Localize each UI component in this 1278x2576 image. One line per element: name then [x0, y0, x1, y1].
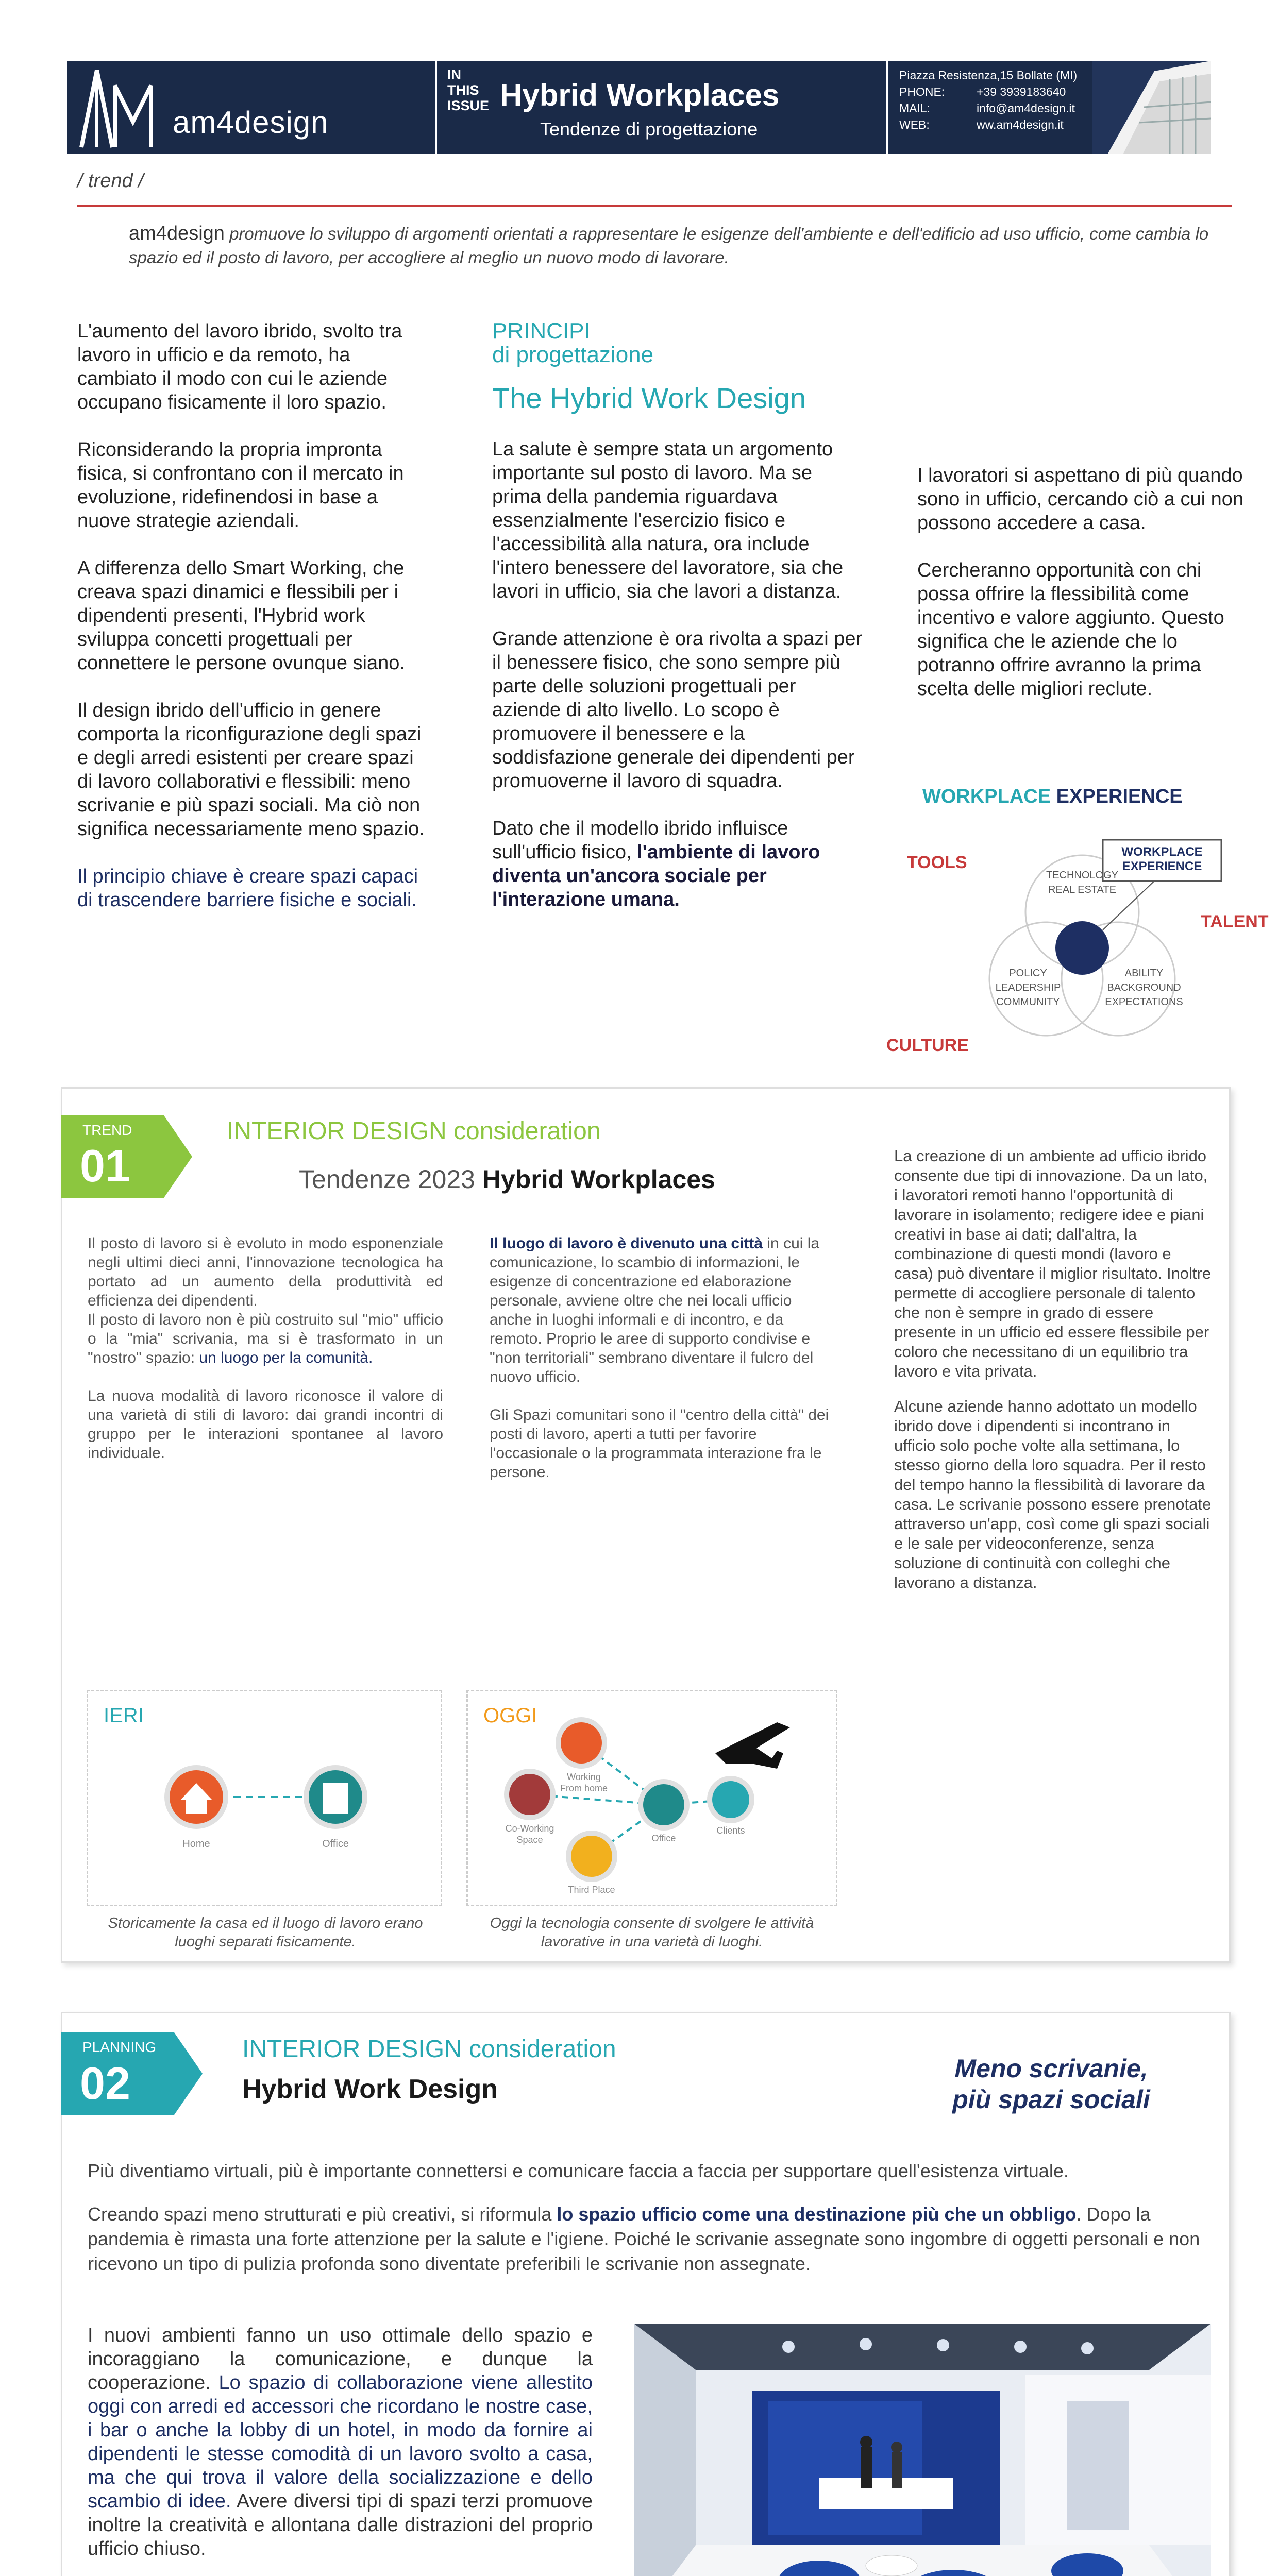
- caption: Oggi la tecnologia consente di svolgere le attività lavorative in una varietà di luoghi.: [490, 1915, 814, 1950]
- paragraph: A differenza dello Smart Working, che creava spazi dinamici e flessibili per i dipendenti presenti, l'Hybrid work sviluppa concetti progettuali per connettere le persone ovunque siano.: [77, 557, 405, 674]
- paragraph: Il design ibrido dell'ufficio in genere comporta la riconfigurazione degli spazi e degli arredi esistenti per creare spazi di lavoro collaborativi e flessibili: meno scrivanie e più spazi sociali. Ma ciò non significa necessariamente meno spazio.: [77, 700, 425, 840]
- key-principle: Il principio chiave è creare spazi capaci di trascendere barriere fisiche e sociali.: [77, 866, 418, 911]
- label-culture: CULTURE: [886, 1036, 969, 1055]
- venn-label: BACKGROUND: [1107, 982, 1181, 993]
- column-1: [77, 319, 433, 912]
- third-place-label: Third Place: [568, 1885, 615, 1895]
- intro-text: [129, 222, 1232, 269]
- paragraph: Il posto di lavoro si è evoluto in modo esponenziale negli ultimi dieci anni, l'innovazione tecnologica ha portato ad un aumento della produttività ed efficienza dei dipendenti.: [88, 1235, 443, 1309]
- paragraph: Cercheranno opportunità con chi possa offrire la flessibilità come incentivo e valore aggiunto. Questo significa che le aziende che lo potranno offrire avranno la prima scelta delle migliori reclute.: [917, 560, 1224, 700]
- badge-number: 02: [80, 2058, 130, 2109]
- label-ability: [1098, 966, 1190, 1009]
- brand-name: am4design: [173, 105, 329, 140]
- label-policy: [987, 966, 1069, 1009]
- trend-col-left: [88, 1234, 443, 1463]
- subheading-a: Tendenze 2023: [299, 1165, 482, 1194]
- mail-label: MAIL:: [899, 101, 931, 115]
- home-label: Home: [182, 1838, 210, 1850]
- box-line: EXPERIENCE: [1122, 859, 1202, 873]
- paragraph-text: Avere diversi tipi di spazi terzi promuove inoltre la creatività e allontana dalle distrazioni del proprio ufficio chiuso.: [88, 2490, 593, 2560]
- office-label: Office: [651, 1833, 676, 1843]
- paragraph: Più diventiamo virtuali, più è importante connettersi e comunicare faccia a faccia per supportare quell'esistenza virtuale.: [88, 2160, 1069, 2181]
- caption: Storicamente la casa ed il luogo di lavoro erano luoghi separati fisicamente.: [108, 1915, 423, 1950]
- am4-logo-icon: [76, 65, 154, 150]
- trend-col-middle: [490, 1234, 830, 1482]
- highlight: l'ambiente di lavoro diventa un'ancora sociale per l'interazione umana.: [492, 841, 820, 910]
- side-claim: [928, 2053, 1175, 2115]
- oggi-panel: [466, 1690, 837, 1906]
- column-3: [917, 464, 1247, 701]
- home-office-icon: [88, 1691, 444, 1908]
- venn-label: REAL ESTATE: [1048, 884, 1116, 895]
- node-label: Co-Working: [505, 1823, 554, 1834]
- divider: [435, 61, 437, 154]
- venn-label: TECHNOLOGY: [1046, 870, 1119, 881]
- contact-block: [899, 67, 1095, 133]
- ieri-panel: [87, 1690, 442, 1906]
- kicker: di progettazione: [492, 342, 654, 367]
- paragraph-text: in cui la comunicazione, lo scambio di informazioni, le esigenze di concentrazione ed elaborazione personale, avviene oltre che nei locali ufficio anche in luoghi informali e di incontro, e da remoto. Proprio le aree di supporto condivise e "non territoriali" sembrano diventare il fulcro del nuovo ufficio.: [490, 1235, 820, 1385]
- paragraph: [88, 2202, 1206, 2276]
- highlight: lo spazio ufficio come una destinazione più che un obbligo: [557, 2204, 1077, 2225]
- section-heading: INTERIOR DESIGN consideration: [242, 2036, 616, 2063]
- issue-subtitle: Tendenze di progettazione: [540, 118, 758, 140]
- planning-body: [88, 2324, 593, 2561]
- building-illustration-icon: [1092, 61, 1211, 154]
- intro-body: promuove lo sviluppo di argomenti orientati a rappresentare le esigenze dell'ambiente e dell'edificio ad uso ufficio, come cambia lo spazio ed il posto di lavoro, per accogliere al meglio un nuovo modo di lavorare.: [129, 224, 1209, 267]
- label-tools: TOOLS: [907, 853, 967, 872]
- badge-label: PLANNING: [82, 2039, 157, 2055]
- phone-label: PHONE:: [899, 85, 945, 98]
- web-label: WEB:: [899, 118, 930, 131]
- paragraph: La nuova modalità di lavoro riconosce il valore di una varietà di stili di lavoro: dai grandi incontri di gruppo per le interazioni spontanee al lavoro individuale.: [88, 1387, 443, 1462]
- paragraph: La salute è sempre stata un argomento importante sul posto di lavoro. Ma se prima della pandemia riguardava essenzialmente l'esercizio fisico e l'accessibilità alla natura, ora include l'intero benessere del lavoratore, sia che lavori in ufficio, sia che lavori a distanza.: [492, 438, 844, 602]
- hybrid-network-icon: [468, 1691, 839, 1908]
- mail-link[interactable]: info@am4design.it: [977, 101, 1075, 115]
- badge-number: 01: [80, 1140, 130, 1191]
- subheading-b: Hybrid Workplaces: [482, 1165, 715, 1194]
- phone[interactable]: +39 3939183640: [977, 85, 1066, 98]
- divider-line: [77, 205, 1232, 207]
- wfh-label: [556, 1771, 612, 1794]
- claim-line: più spazi sociali: [952, 2085, 1150, 2114]
- badge-label: TREND: [82, 1122, 132, 1138]
- paragraph: [490, 1234, 830, 1386]
- workplace-experience-diagram: [876, 783, 1268, 1072]
- paragraph-text: Il posto di lavoro non è più costruito sul "mio" ufficio o la "mia" scrivania, ma si è trasformato in un "nostro" spazio:: [88, 1311, 443, 1366]
- trend-col-right: [894, 1146, 1214, 1592]
- section-label: / trend /: [77, 170, 144, 192]
- paragraph: [492, 817, 863, 911]
- node-label: From home: [560, 1783, 608, 1793]
- claim-line: Meno scrivanie,: [954, 2054, 1148, 2083]
- highlight: un luogo per la comunità.: [199, 1349, 373, 1366]
- masthead: [67, 61, 1211, 154]
- planning-intro: [88, 2159, 1206, 2276]
- paragraph: Riconsiderando la propria impronta fisica, si confrontano con il mercato in evoluzione, ridefinendosi in base a nuove strategie aziendali.: [77, 439, 404, 532]
- paragraph-text: Creando spazi meno strutturati e più creativi, si riformula: [88, 2204, 557, 2225]
- venn-label: EXPECTATIONS: [1105, 996, 1183, 1008]
- node-label: Working: [567, 1772, 601, 1782]
- paragraph: Gli Spazi comunitari sono il "centro della città" dei posti di lavoro, aperti a tutti per favorire l'occasionale o la programmata interazione fra le persone.: [490, 1406, 829, 1481]
- paragraph: Grande attenzione è ora rivolta a spazi per il benessere fisico, che sono sempre più parte delle soluzioni progettuali per aziende di alto livello. Lo scopo è promuovere il benessere e la soddisfazione generale dei dipendenti per promuoverne il lavoro di squadra.: [492, 628, 863, 792]
- paragraph-text: Dato che il modello ibrido influisce sull'ufficio fisico,: [492, 818, 788, 863]
- office-render-image: [634, 2324, 1211, 2576]
- section-subheading: Hybrid Work Design: [242, 2074, 498, 2104]
- clients-label: Clients: [716, 1825, 745, 1836]
- section-subheading: [299, 1164, 715, 1194]
- divider: [886, 61, 888, 154]
- kicker: PRINCIPI: [492, 318, 591, 344]
- office-label: Office: [322, 1838, 349, 1850]
- in-this-issue: IN THIS ISSUE: [447, 67, 490, 113]
- oggi-label: OGGI: [483, 1704, 537, 1727]
- node-label: Space: [516, 1835, 543, 1845]
- venn-label: COMMUNITY: [996, 996, 1060, 1008]
- label-talent: TALENT: [1201, 912, 1269, 931]
- paragraph: [88, 1310, 443, 1367]
- paragraph: L'aumento del lavoro ibrido, svolto tra lavoro in ufficio e da remoto, ha cambiato il modo con cui le aziende occupano fisicamente il loro spazio.: [77, 320, 402, 413]
- venn-label: ABILITY: [1124, 968, 1164, 979]
- issue-title: Hybrid Workplaces: [500, 78, 780, 112]
- section-heading: INTERIOR DESIGN consideration: [227, 1117, 601, 1145]
- address: Piazza Resistenza,15 Bollate (MI): [899, 69, 1078, 82]
- paragraph-text: . Dopo la pandemia è rimasta una forte attenzione per la salute e l'igiene. Poiché le scrivanie assegnate sono ingombre di oggetti personali e non ricevono un tipo di pulizia profonda sono diventate preferibili le scrivanie non assegnate.: [88, 2204, 1200, 2274]
- venn-label: POLICY: [1009, 968, 1047, 979]
- diagram-title-a: WORKPLACE: [922, 786, 1056, 807]
- highlight: Lo spazio di collaborazione viene allestito oggi con arredi ed accessori che ricordano le nostre case, i bar o anche la lobby di un hotel, in modo da fornire ai dipendenti le stesse comodità di un lavoro svolto a casa, ma che qui trova il valore della socializzazione e dello scambio di idee.: [88, 2372, 593, 2512]
- experience-box: [1111, 845, 1214, 874]
- coworking-label: [499, 1823, 561, 1845]
- paragraph: La creazione di un ambiente ad ufficio ibrido consente due tipi di innovazione. Da un lato, i lavoratori remoti hanno l'opportunità di lavorare in isolamento; redigere idee e piani creativi in base ai dati; dall'altra, la combinazione di questi mondi (lavoro e casa) può diventare il miglior risultato. Inoltre permette di accogliere personale di talento che non è sempre in grado di essere presente in un ufficio ed essere flessibile per coloro che necessitano di un equilibrio tra lavoro e vita privata.: [894, 1147, 1212, 1380]
- highlight: Il luogo di lavoro è divenuto una città: [490, 1235, 763, 1252]
- web-link[interactable]: ww.am4design.it: [977, 118, 1064, 131]
- brand-name: am4design: [129, 223, 225, 244]
- diagram-title-b: EXPERIENCE: [1056, 786, 1183, 807]
- paragraph-text: I nuovi ambienti fanno un uso ottimale dello spazio e incoraggiano la comunicazione, e dunque la cooperazione.: [88, 2325, 593, 2394]
- column-2: [492, 319, 863, 911]
- venn-label: LEADERSHIP: [995, 982, 1061, 993]
- ieri-label: IERI: [104, 1704, 144, 1727]
- paragraph: I lavoratori si aspettano di più quando sono in ufficio, cercando ciò a cui non possono accedere a casa.: [917, 465, 1244, 534]
- section-title: The Hybrid Work Design: [492, 382, 806, 414]
- paragraph: Alcune aziende hanno adottato un modello ibrido dove i dipendenti si incontrano in ufficio solo poche volte alla settimana, lo stesso giorno della loro squadra. Per il resto del tempo hanno la flessibilità di lavorare da casa. Le scrivanie possono essere prenotate attraverso un'app, così come gli spazi sociali e le sale per videoconferenze, senza soluzione di continuità con colleghi che lavorano a distanza.: [894, 1397, 1212, 1591]
- box-line: WORKPLACE: [1121, 845, 1203, 859]
- label-tech: [1041, 868, 1123, 897]
